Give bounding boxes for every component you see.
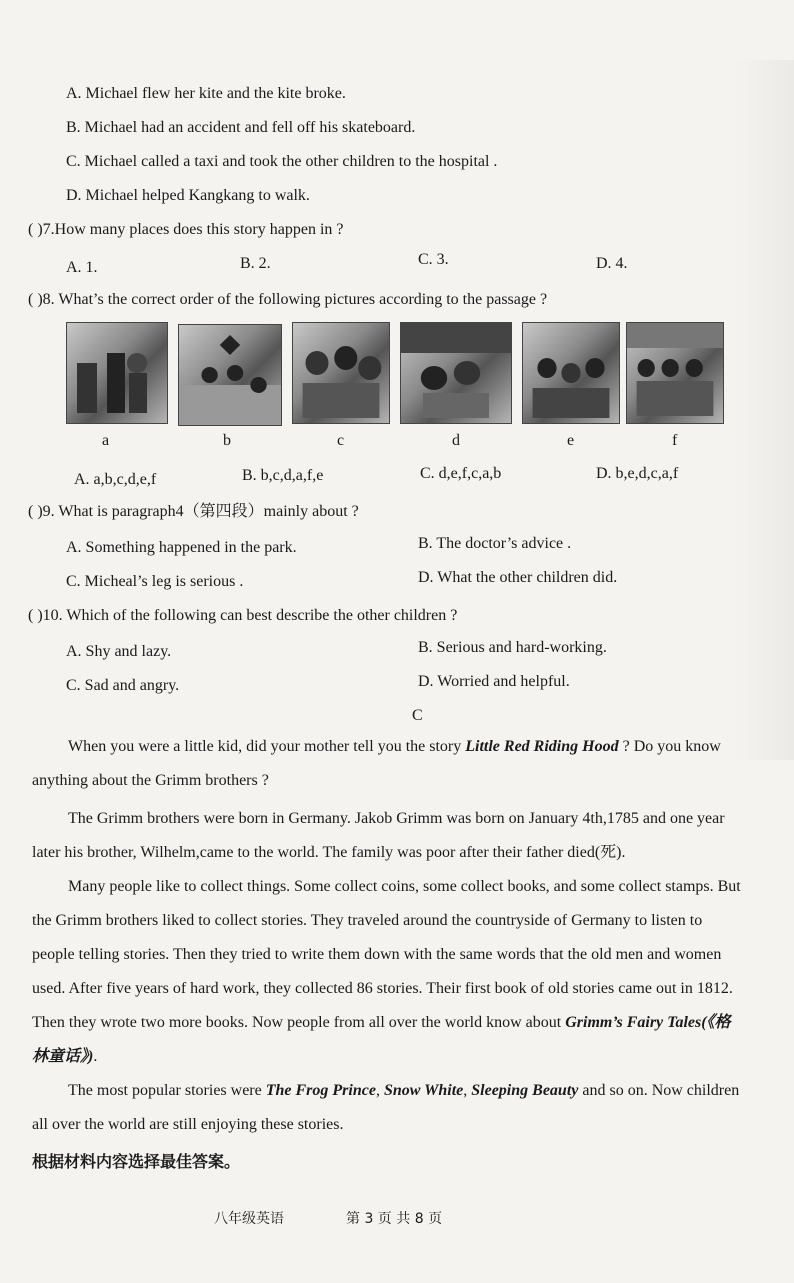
passage-paragraph-2 [32, 802, 744, 870]
picture-label-c: c [337, 432, 345, 449]
passage-paragraph-4 [32, 1074, 744, 1142]
q6-option-c: C. Michael called a taxi and took the other children to the hospital . [66, 153, 498, 170]
q9-option-c: C. Micheal’s leg is serious . [66, 573, 244, 590]
picture-label-d: d [452, 432, 460, 449]
footer-page-number: 第 3 页 共 8 页 [346, 1211, 443, 1227]
q9-option-b: B. The doctor’s advice . [418, 535, 572, 552]
q6-option-b: B. Michael had an accident and fell off his skateboard. [66, 119, 416, 136]
section-heading: C [412, 707, 423, 724]
p4-story-title-2: Snow White [383, 1082, 464, 1099]
q10-option-b: B. Serious and hard-working. [418, 639, 607, 656]
p4-story-title-3: Sleeping Beauty [471, 1082, 579, 1099]
p4-text-before: The most popular stories were [68, 1082, 266, 1099]
q8-stem: ( )8. What’s the correct order of the following pictures according to the passage ? [28, 291, 548, 308]
scan-shadow [734, 60, 794, 760]
passage-paragraph-1 [32, 730, 744, 798]
picture-f-image [626, 322, 724, 424]
p2-text: The Grimm brothers were born in Germany. Jakob Grimm was born on January 4th,1785 and one year later his brother, Wilhelm,came to the world. The family was poor after their father died(死). [32, 810, 725, 861]
q10-stem: ( )10. Which of the following can best describe the other children ? [28, 607, 458, 624]
q9-stem: ( )9. What is paragraph4（第四段）mainly about ? [28, 503, 359, 520]
q8-option-a: A. a,b,c,d,e,f [74, 471, 157, 488]
picture-label-b: b [223, 432, 231, 449]
q6-option-a: A. Michael flew her kite and the kite broke. [66, 85, 346, 102]
q7-option-a: A. 1. [66, 259, 98, 276]
p4-story-title-1: The Frog Prince [265, 1082, 376, 1099]
q7-option-b: B. 2. [240, 255, 271, 272]
picture-label-e: e [567, 432, 575, 449]
q10-option-a: A. Shy and lazy. [66, 643, 172, 660]
p4-text-after: and so on. Now children all over the world are still enjoying these stories. [32, 1082, 740, 1133]
footer-subject: 八年级英语 [214, 1211, 284, 1227]
q8-option-b: B. b,c,d,a,f,e [242, 467, 324, 484]
q6-option-d: D. Michael helped Kangkang to walk. [66, 187, 310, 204]
picture-d-image [400, 322, 512, 424]
picture-a-image [66, 322, 168, 424]
picture-b-image [178, 324, 282, 426]
picture-e-image [522, 322, 620, 424]
p1-text-before: When you were a little kid, did your mother tell you the story [68, 738, 466, 755]
q7-option-d: D. 4. [596, 255, 628, 272]
picture-c-image [292, 322, 390, 424]
q9-option-d: D. What the other children did. [418, 569, 618, 586]
p3-book-title: Grimm’s Fairy Tales(《格林童话》) [32, 1014, 731, 1065]
p3-text-after: . [93, 1048, 98, 1065]
picture-label-a: a [102, 432, 110, 449]
q7-option-c: C. 3. [418, 251, 449, 268]
q9-option-a: A. Something happened in the park. [66, 539, 297, 556]
picture-label-f: f [672, 432, 678, 449]
p1-story-title: Little Red Riding Hood [465, 738, 619, 755]
p4-sep-2: , [463, 1082, 472, 1099]
p4-sep-1: , [375, 1082, 384, 1099]
q7-stem: ( )7.How many places does this story happen in ? [28, 221, 344, 238]
q8-option-c: C. d,e,f,c,a,b [420, 465, 502, 482]
q10-option-c: C. Sad and angry. [66, 677, 180, 694]
instruction-text: 根据材料内容选择最佳答案。 [32, 1152, 241, 1171]
p1-text-after: ? Do you know anything about the Grimm brothers ? [32, 738, 721, 789]
q8-option-d: D. b,e,d,c,a,f [596, 465, 679, 482]
p3-text-before: Many people like to collect things. Some collect coins, some collect books, and some collect stamps. But the Grimm brothers liked to collect stories. They traveled around the countryside of Germany to listen to people telling stories. Then they tried to write them down with the same words that the old men and women used. After five years of hard work, they collected 86 stories. Their first book of old stories came out in 1812. Then they wrote two more books. Now people from all over the world know about [32, 878, 741, 1031]
q10-option-d: D. Worried and helpful. [418, 673, 570, 690]
passage-paragraph-3 [32, 870, 744, 1074]
